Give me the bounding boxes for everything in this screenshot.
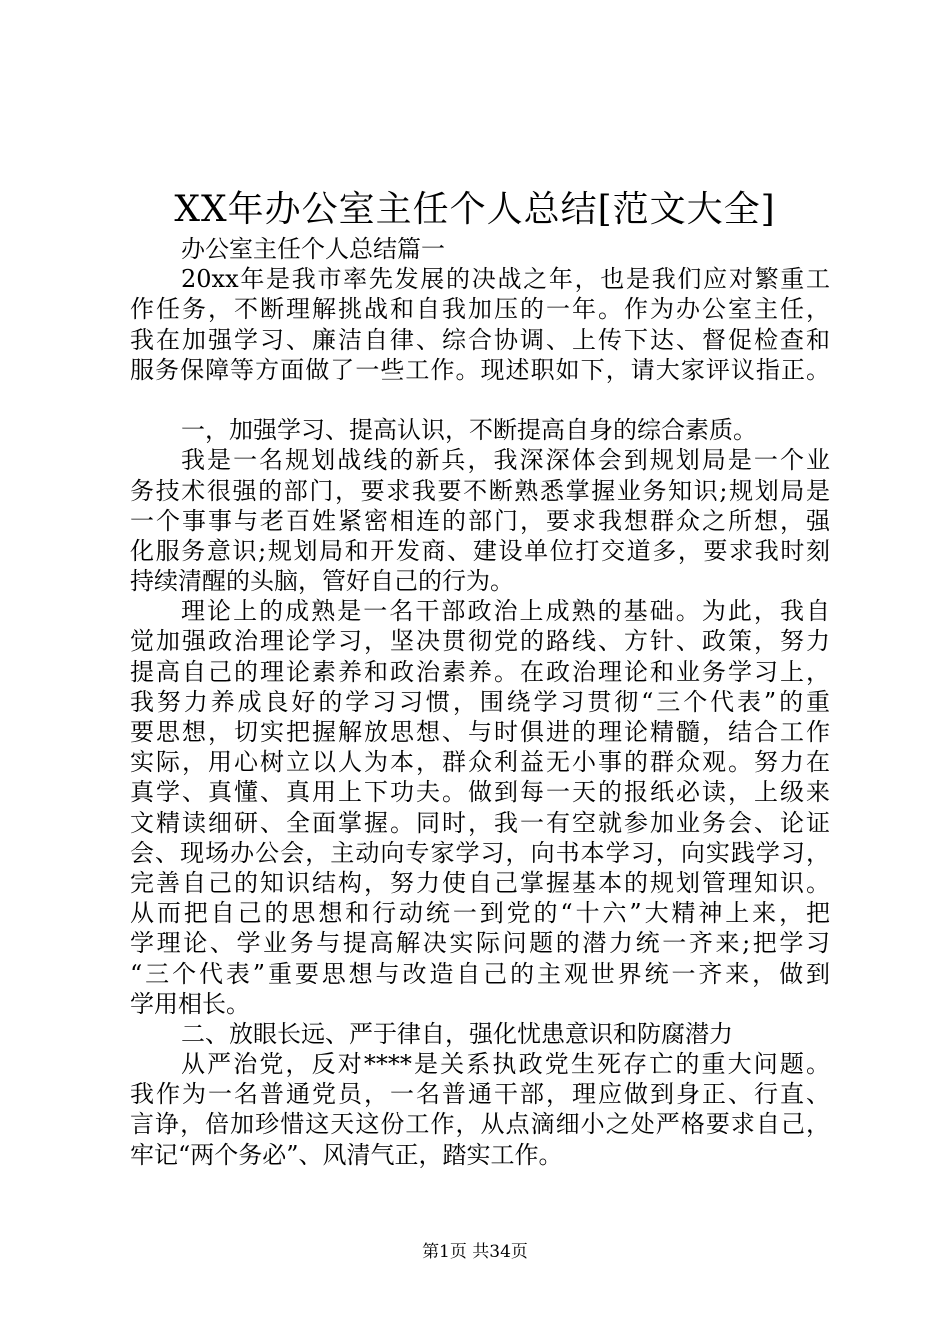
paragraph-line: 学理论、学业务与提高解决实际问题的潜力统一齐来;把学习 bbox=[130, 929, 830, 958]
paragraph-line: 我在加强学习、廉洁自律、综合协调、上传下达、督促检查和 bbox=[130, 325, 830, 354]
paragraph-line: 完善自己的知识结构，努力使自己掌握基本的规划管理知识。 bbox=[130, 868, 830, 897]
paragraph-line: 要思想，切实把握解放思想、与时俱进的理论精髓，结合工作 bbox=[130, 718, 830, 746]
document-title: XX年办公室主任个人总结[范文大全] bbox=[174, 189, 776, 230]
section-heading: 一，加强学习、提高认识，不断提高自身的综合素质。 bbox=[181, 416, 757, 445]
paragraph-line: 我作为一名普通党员，一名普通干部，理应做到身正、行直、 bbox=[130, 1080, 830, 1109]
paragraph-line: 会、现场办公会，主动向专家学习，向书本学习，向实践学习， bbox=[130, 838, 830, 867]
paragraph-line: 提高自己的理论素养和政治素养。在政治理论和业务学习上， bbox=[130, 657, 830, 686]
paragraph-line: 言诤，倍加珍惜这天这份工作，从点滴细小之处严格要求自己， bbox=[130, 1110, 830, 1139]
paragraph-line: 理论上的成熟是一名干部政治上成熟的基础。为此，我自 bbox=[181, 597, 830, 626]
paragraph-line: 从而把自己的思想和行动统一到党的“十六”大精神上来，把 bbox=[130, 899, 830, 928]
paragraph-line: 从严治党，反对****是关系执政党生死存亡的重大问题。 bbox=[181, 1050, 830, 1079]
document-body bbox=[130, 234, 830, 1170]
paragraph-line: 一个事事与老百姓紧密相连的部门，要求我想群众之所想，强 bbox=[130, 506, 830, 535]
paragraph-line: 实际，用心树立以人为本，群众利益无小事的群众观。努力在 bbox=[130, 748, 830, 777]
paragraph-line: 我是一名规划战线的新兵，我深深体会到规划局是一个业 bbox=[181, 446, 830, 475]
paragraph-line: 牢记“两个务必”、风清气正，踏实工作。 bbox=[130, 1140, 563, 1169]
paragraph-line: 务技术很强的部门，要求我要不断熟悉掌握业务知识;规划局是 bbox=[130, 476, 830, 505]
paragraph-line: “三个代表”重要思想与改造自己的主观世界统一齐来，做到 bbox=[130, 959, 830, 988]
blank-line bbox=[130, 385, 830, 415]
paragraph-line: 觉加强政治理论学习，坚决贯彻党的路线、方针、政策，努力 bbox=[130, 627, 830, 656]
paragraph-line: 20xx年是我市率先发展的决战之年，也是我们应对繁重工 bbox=[181, 265, 830, 294]
paragraph-line: 我努力养成良好的学习习惯，围绕学习贯彻“三个代表”的重 bbox=[130, 687, 830, 716]
paragraph-line: 服务保障等方面做了一些工作。现述职如下，请大家评议指正。 bbox=[130, 355, 830, 384]
paragraph-line: 真学、真懂、真用上下功夫。做到每一天的报纸必读，上级来 bbox=[130, 778, 830, 807]
section-heading: 二、放眼长远、严于律自，强化忧患意识和防腐潜力 bbox=[181, 1019, 733, 1048]
paragraph-line: 学用相长。 bbox=[130, 989, 250, 1018]
paragraph-line: 化服务意识;规划局和开发商、建设单位打交道多，要求我时刻 bbox=[130, 536, 830, 565]
paragraph-line: 作任务，不断理解挑战和自我加压的一年。作为办公室主任， bbox=[130, 295, 830, 324]
paragraph-line: 文精读细研、全面掌握。同时，我一有空就参加业务会、论证 bbox=[130, 808, 830, 837]
page-footer: 第1页 共34页 bbox=[422, 1242, 528, 1262]
section-heading: 办公室主任个人总结篇一 bbox=[181, 235, 445, 263]
paragraph-line: 持续清醒的头脑，管好自己的行为。 bbox=[130, 567, 514, 596]
